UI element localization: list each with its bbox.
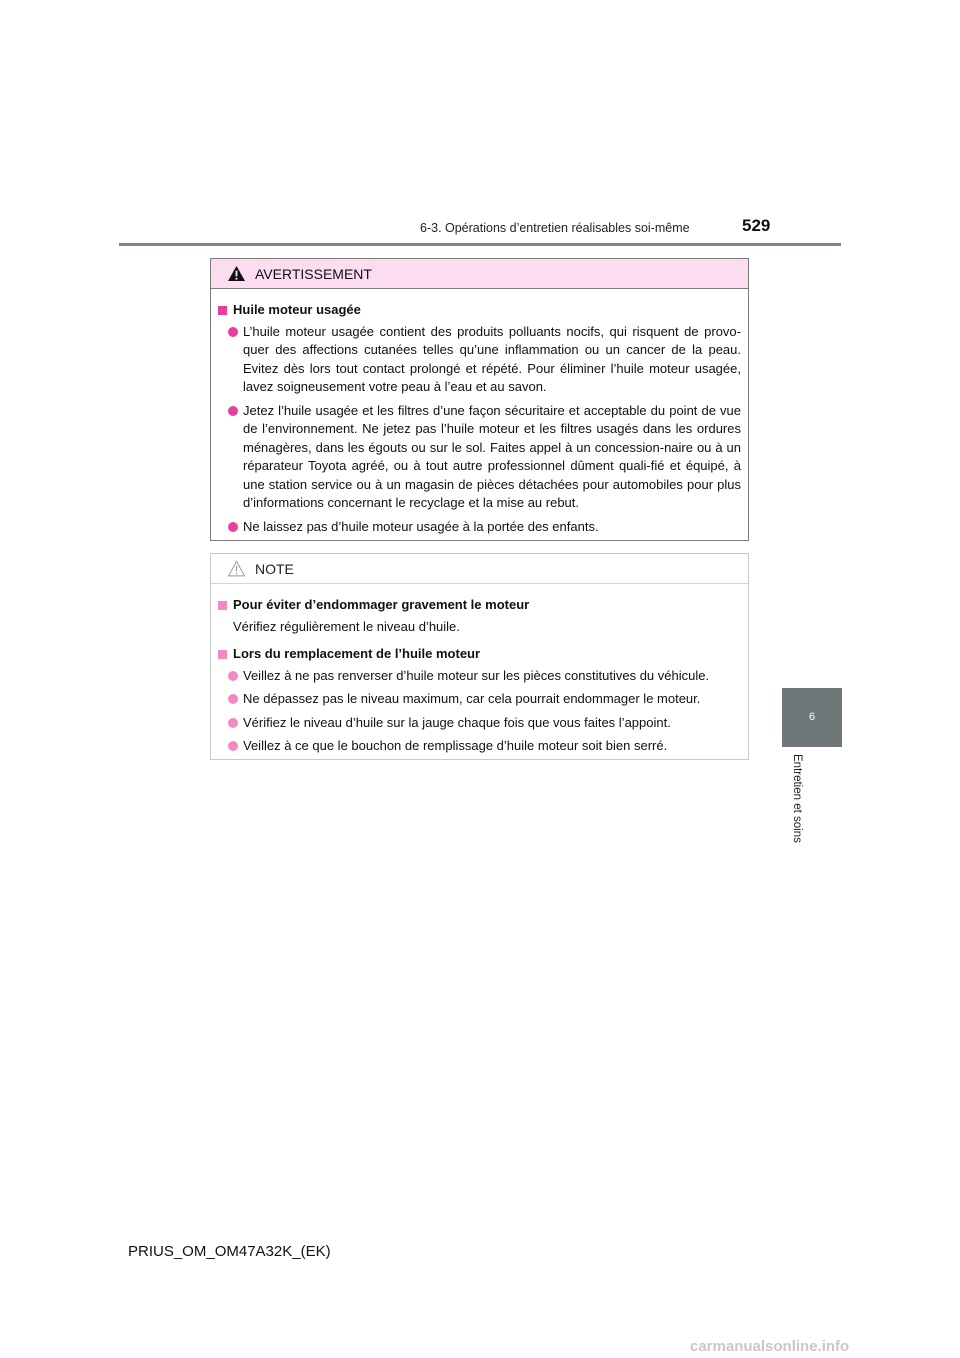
bullet-icon [228, 741, 238, 751]
running-header-section: 6-3. Opérations d’entretien réalisables soi-même [420, 221, 690, 235]
warning-header [211, 259, 748, 289]
warning-title: AVERTISSEMENT [255, 265, 372, 282]
header-rule [119, 243, 841, 246]
note-body [211, 584, 748, 756]
chapter-label: Entretien et soins [791, 754, 803, 843]
caution-outline-triangle-icon [227, 560, 246, 577]
bullet-icon [228, 718, 238, 728]
page-number: 529 [742, 216, 771, 235]
note-item-3: Vérifiez le niveau d’huile sur la jauge chaque fois que vous faites l’appoint. [218, 714, 741, 733]
bullet-icon [228, 671, 238, 681]
note-title: NOTE [255, 560, 294, 577]
watermark-text: carmanualsonline.info [690, 1338, 850, 1355]
bullet-icon [228, 522, 238, 532]
note-item-2: Ne dépassez pas le niveau maximum, car cela pourrait endommager le moteur. [218, 690, 741, 709]
note-item-4: Veillez à ce que le bouchon de remplissage d’huile moteur soit bien serré. [218, 737, 741, 756]
note-box [210, 553, 749, 760]
warning-triangle-icon [227, 265, 246, 282]
note-item-1: Veillez à ne pas renverser d’huile moteur sur les pièces constitutives du véhicule. [218, 667, 741, 686]
document-code: PRIUS_OM_OM47A32K_(EK) [128, 1243, 331, 1260]
bullet-icon [228, 694, 238, 704]
chapter-tab[interactable] [782, 688, 842, 747]
square-bullet-icon [218, 601, 227, 610]
warning-box [210, 258, 749, 541]
square-bullet-icon [218, 306, 227, 315]
bullet-icon [228, 327, 238, 337]
note-header [211, 554, 748, 584]
bullet-icon [228, 406, 238, 416]
square-bullet-icon [218, 650, 227, 659]
warning-body [211, 289, 748, 536]
note-section1-title: Pour éviter d’endommager gravement le moteur [218, 596, 741, 615]
warning-item-2: Jetez l’huile usagée et les filtres d’une façon sécuritaire et acceptable du point de vue de l’environnement. Ne jetez pas l’huile moteur et les filtres usagés dans les ordures ménagères, dans les égouts ou sur le sol. Faites appel à un concession-naire ou à un réparateur Toyota agréé, ou à tout autre professionnel dûment quali-fié et équipé, à une station service ou à un magasin de pièces détachées pour automobiles pour plus d’informations concernant le recyclage et la mise au rebut. [218, 402, 741, 513]
note-section1-text: Vérifiez régulièrement le niveau d’huile. [233, 618, 460, 634]
note-section2-title: Lors du remplacement de l’huile moteur [218, 645, 741, 664]
warning-section-title: Huile moteur usagée [218, 301, 741, 320]
warning-item-3: Ne laissez pas d’huile moteur usagée à la portée des enfants. [218, 518, 741, 537]
warning-item-1: L’huile moteur usagée contient des produits polluants nocifs, qui risquent de provo-quer des affections cutanées telles qu’une inflammation ou un cancer de la peau. Evitez dès lors tout contact prolongé et répété. Pour éliminer l’huile moteur usagée, lavez soigneusement votre peau à l’eau et au savon. [218, 323, 741, 397]
chapter-number: 6 [808, 711, 816, 723]
